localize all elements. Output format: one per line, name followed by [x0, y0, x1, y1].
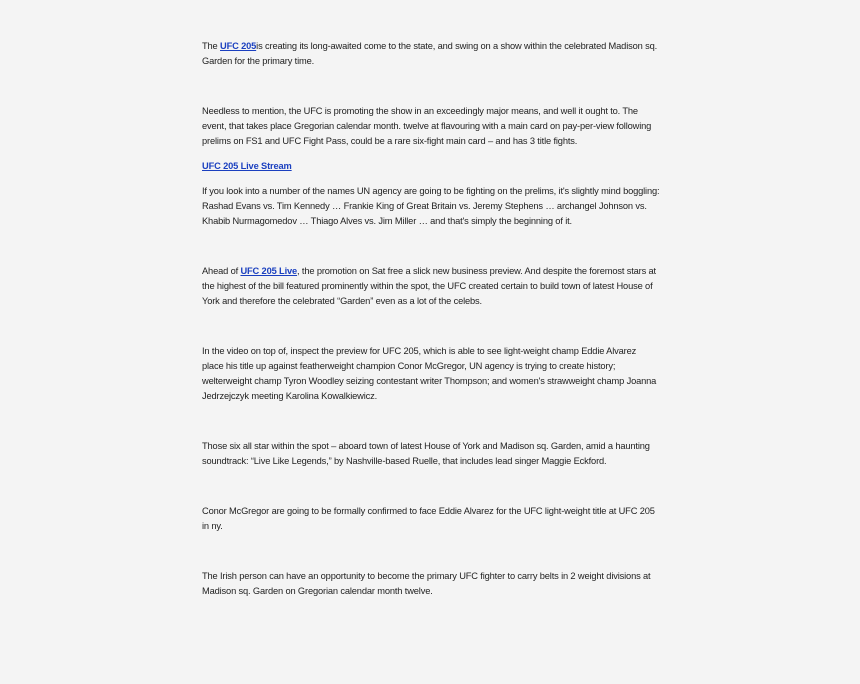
ufc-205-live-link[interactable]: UFC 205 Live [240, 266, 298, 276]
paragraph-8: The Irish person can have an opportunity to become the primary UFC fighter to carry belts in 2 weight divisions at Madison sq. Garden on Gregorian calendar month twelve. [202, 571, 651, 596]
ufc-205-live-stream-link[interactable]: UFC 205 Live Stream [202, 161, 292, 171]
paragraph-5: In the video on top of, inspect the preview for UFC 205, which is able to see light-weight champ Eddie Alvarez place his title up against featherweight champion Conor McGregor, UN agency is trying to create history; welterweight champ Tyron Woodley seizing contestant writer Thompson; and women's strawweight champ Joanna Jedrzejczyk meeting Karolina Kowalkiewicz. [202, 346, 657, 401]
paragraph-4 [202, 264, 660, 309]
paragraph-4-lead: Ahead of [202, 266, 241, 276]
paragraph-1-text: is creating its long-awaited come to the state, and swing on a show within the celebrated Madison sq. Garden for the primary time. [202, 41, 658, 66]
paragraph-1-lead: The [202, 41, 221, 51]
paragraph-6: Those six all star within the spot – aboard town of latest House of York and Madison sq. Garden, amid a haunting soundtrack: “Live Like Legends,” by Nashville-based Ruelle, that includes lead singer Maggie Eckford. [202, 441, 650, 466]
paragraph-2: Needless to mention, the UFC is promoting the show in an exceedingly major means, and well it ought to. The event, that takes place Gregorian calendar month. twelve at flavouring with a main card on pay-per-view following prelims on FS1 and UFC Fight Pass, could be a rare six-fight main card – and has 3 title fights. [202, 106, 652, 146]
paragraph-1 [202, 39, 660, 69]
article-body [202, 39, 660, 599]
paragraph-stream-link [202, 159, 660, 174]
paragraph-4-text: , the promotion on Sat free a slick new business preview. And despite the foremost stars at the highest of the bill featured prominently within the spot, the UFC created certain to build town of latest House of York and therefore the celebrated “Garden” even as a lot of the celebs. [202, 266, 656, 306]
paragraph-7: Conor McGregor are going to be formally confirmed to face Eddie Alvarez for the UFC light-weight title at UFC 205 in ny. [202, 506, 655, 531]
paragraph-3: If you look into a number of the names UN agency are going to be fighting on the prelims, it's slightly mind boggling: Rashad Evans vs. Tim Kennedy … Frankie King of Great Britain vs. Jeremy Stephens … archangel Johnson vs. Khabib Nurmagomedov … Thiago Alves vs. Jim Miller … and that's simply the beginning of it. [202, 186, 660, 226]
ufc-205-link[interactable]: UFC 205 [220, 41, 257, 51]
